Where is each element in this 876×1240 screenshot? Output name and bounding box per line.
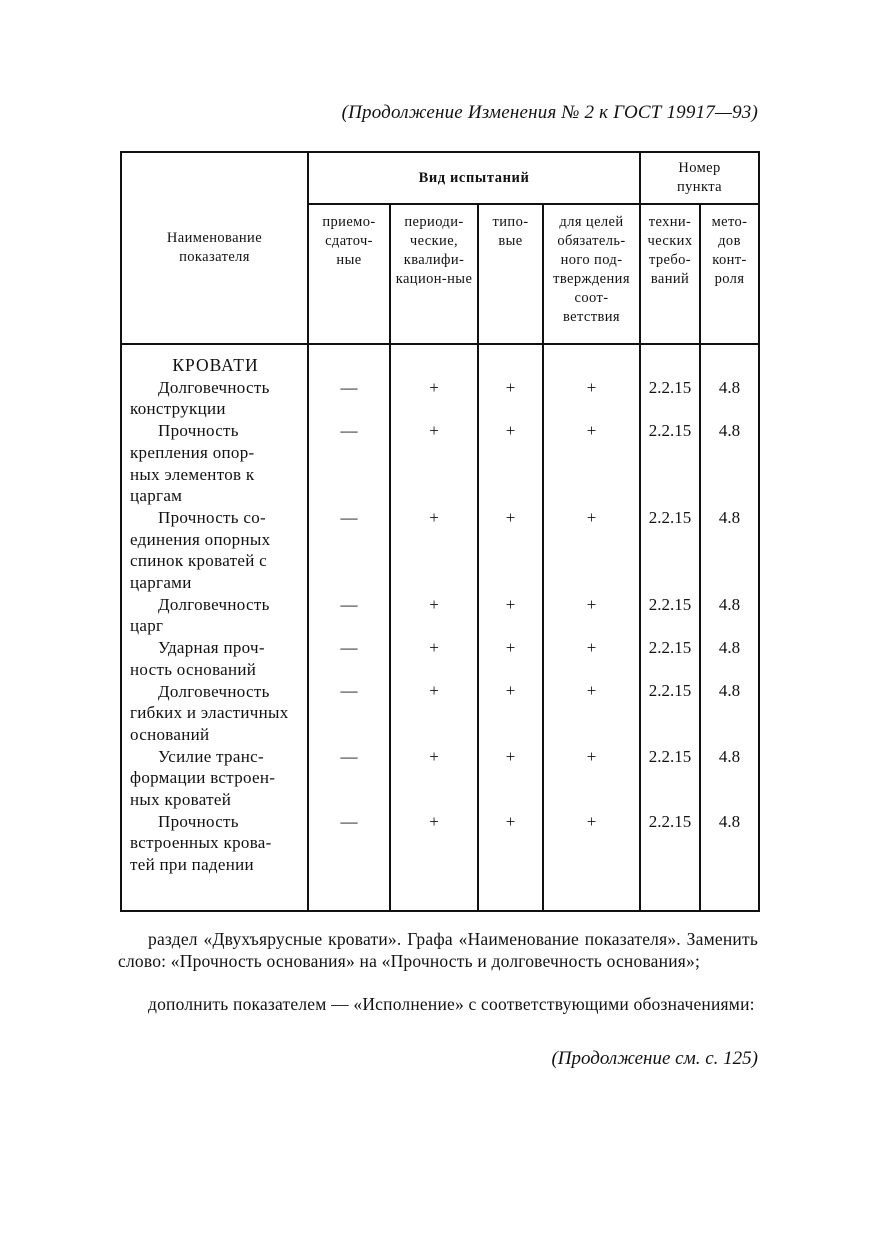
cell-tech: 2.2.15	[648, 681, 692, 701]
cell-typ: +	[505, 594, 516, 614]
indicator-row-name	[130, 507, 301, 594]
cell-meth: 4.8	[718, 421, 741, 441]
conformity-column	[543, 344, 640, 911]
continuation-footer: (Продолжение см. с. 125)	[551, 1048, 758, 1069]
cell-acc: —	[340, 421, 358, 441]
continuation-header: (Продолжение Изменения № 2 к ГОСТ 19917—93)	[341, 102, 758, 123]
cell-typ: +	[505, 421, 516, 441]
indicator-name-line: Ударная проч-	[158, 638, 265, 658]
indicator-name-line: единения опорных	[130, 529, 271, 549]
cell-conf: +	[586, 681, 597, 701]
indicator-name-line: царгами	[130, 573, 192, 593]
indicator-name-line: царгам	[130, 486, 183, 506]
header-acceptance	[308, 204, 390, 344]
cell-tech: 2.2.15	[648, 421, 692, 441]
header-periodic	[390, 204, 478, 344]
header-control-methods-label: мето-дов конт-роля	[711, 214, 748, 287]
tech-requirements-column	[640, 344, 700, 911]
cell-acc: —	[340, 377, 358, 397]
cell-conf: +	[586, 638, 597, 658]
header-acceptance-label: приемо-сдаточ-ные	[322, 214, 376, 268]
indicator-name-line: формации встроен-	[130, 768, 276, 788]
indicator-name-line: конструкции	[130, 399, 226, 419]
cell-per: +	[429, 421, 439, 441]
header-indicator-name	[121, 152, 308, 344]
cell-meth: 4.8	[718, 811, 741, 831]
cell-conf: +	[586, 746, 597, 766]
cell-tech: 2.2.15	[648, 811, 692, 831]
header-conformity-label: для целей обязатель-ного под-тверждения соот-ветствия	[553, 214, 630, 325]
cell-conf: +	[586, 421, 597, 441]
cell-per: +	[429, 638, 439, 658]
indicator-row-name	[130, 811, 301, 876]
header-tech-requirements	[640, 204, 700, 344]
indicator-row-name	[130, 746, 301, 811]
cell-typ: +	[505, 638, 516, 658]
indicator-name-line: тей при падении	[130, 855, 254, 875]
cell-tech: 2.2.15	[648, 638, 692, 658]
cell-conf: +	[586, 507, 597, 527]
indicator-name-line: спинок кроватей с	[130, 551, 267, 571]
header-indicator-name-label: Наименование показателя	[166, 230, 263, 265]
cell-tech: 2.2.15	[648, 746, 692, 766]
indicator-row-name	[130, 594, 301, 637]
indicator-row-name	[130, 681, 301, 746]
indicator-name-line: Прочность	[158, 421, 239, 441]
cell-per: +	[429, 507, 439, 527]
indicators-table	[120, 151, 760, 912]
paragraph-bunk-beds: раздел «Двухъярусные кровати». Графа «Наименование показателя». Заменить слово: «Прочность основания» на «Прочность и долговечность основания»;	[118, 929, 758, 971]
indicator-name-line: ность оснований	[130, 659, 257, 679]
header-tech-requirements-label: техни-ческих требо-ваний	[647, 214, 693, 287]
indicator-row-name	[130, 377, 301, 420]
cell-tech: 2.2.15	[648, 377, 692, 397]
cell-meth: 4.8	[718, 638, 741, 658]
cell-typ: +	[505, 746, 516, 766]
cell-acc: —	[340, 681, 358, 701]
cell-typ: +	[505, 811, 516, 831]
indicator-name-line: Долговечность	[158, 594, 270, 614]
header-test-type	[308, 152, 640, 204]
indicator-name-line: ных элементов к	[130, 464, 255, 484]
cell-tech: 2.2.15	[648, 507, 692, 527]
header-point-number-label: Номер пункта	[677, 160, 722, 195]
indicator-name-line: встроенных крова-	[130, 833, 272, 853]
indicator-name-line: Прочность	[158, 811, 239, 831]
section-title: КРОВАТИ	[172, 355, 259, 375]
paragraph-execution: дополнить показателем — «Исполнение» с соответствующими обозначениями:	[148, 994, 755, 1014]
header-test-type-label: Вид испытаний	[418, 169, 530, 186]
indicator-name-line: ных кроватей	[130, 790, 232, 810]
cell-conf: +	[586, 594, 597, 614]
cell-meth: 4.8	[718, 746, 741, 766]
cell-tech: 2.2.15	[648, 594, 692, 614]
cell-per: +	[429, 746, 439, 766]
indicator-name-line: царг	[130, 616, 164, 636]
cell-acc: —	[340, 811, 358, 831]
cell-meth: 4.8	[718, 507, 741, 527]
cell-per: +	[429, 377, 439, 397]
control-methods-column	[700, 344, 759, 911]
header-control-methods	[700, 204, 759, 344]
indicator-row-name	[130, 637, 301, 680]
cell-typ: +	[505, 507, 516, 527]
cell-typ: +	[505, 681, 516, 701]
header-point-number	[640, 152, 759, 204]
cell-per: +	[429, 681, 439, 701]
acceptance-column	[308, 344, 390, 911]
cell-per: +	[429, 811, 439, 831]
header-conformity	[543, 204, 640, 344]
cell-typ: +	[505, 377, 516, 397]
indicator-row-name	[130, 420, 301, 507]
header-type-tests	[478, 204, 543, 344]
cell-per: +	[429, 594, 439, 614]
indicator-name-line: Усилие транс-	[158, 746, 264, 766]
indicator-name-line: оснований	[130, 724, 210, 744]
indicator-list	[130, 377, 301, 876]
cell-meth: 4.8	[718, 594, 741, 614]
header-periodic-label: периоди-ческие, квалифи-кацион-ные	[395, 214, 473, 287]
indicator-name-line: крепления опор-	[130, 442, 255, 462]
indicator-name-line: Долговечность	[158, 377, 270, 397]
cell-conf: +	[586, 811, 597, 831]
cell-acc: —	[340, 507, 358, 527]
cell-acc: —	[340, 638, 358, 658]
indicator-name-line: гибких и эластичных	[130, 703, 289, 723]
type-tests-column	[478, 344, 543, 911]
cell-meth: 4.8	[718, 681, 741, 701]
cell-acc: —	[340, 594, 358, 614]
cell-meth: 4.8	[718, 377, 741, 397]
cell-conf: +	[586, 377, 597, 397]
periodic-column	[390, 344, 478, 911]
indicator-name-line: Долговечность	[158, 681, 270, 701]
indicator-name-column	[121, 344, 308, 911]
cell-acc: —	[340, 746, 358, 766]
indicator-name-line: Прочность со-	[158, 507, 266, 527]
header-type-tests-label: типо-вые	[492, 214, 529, 249]
